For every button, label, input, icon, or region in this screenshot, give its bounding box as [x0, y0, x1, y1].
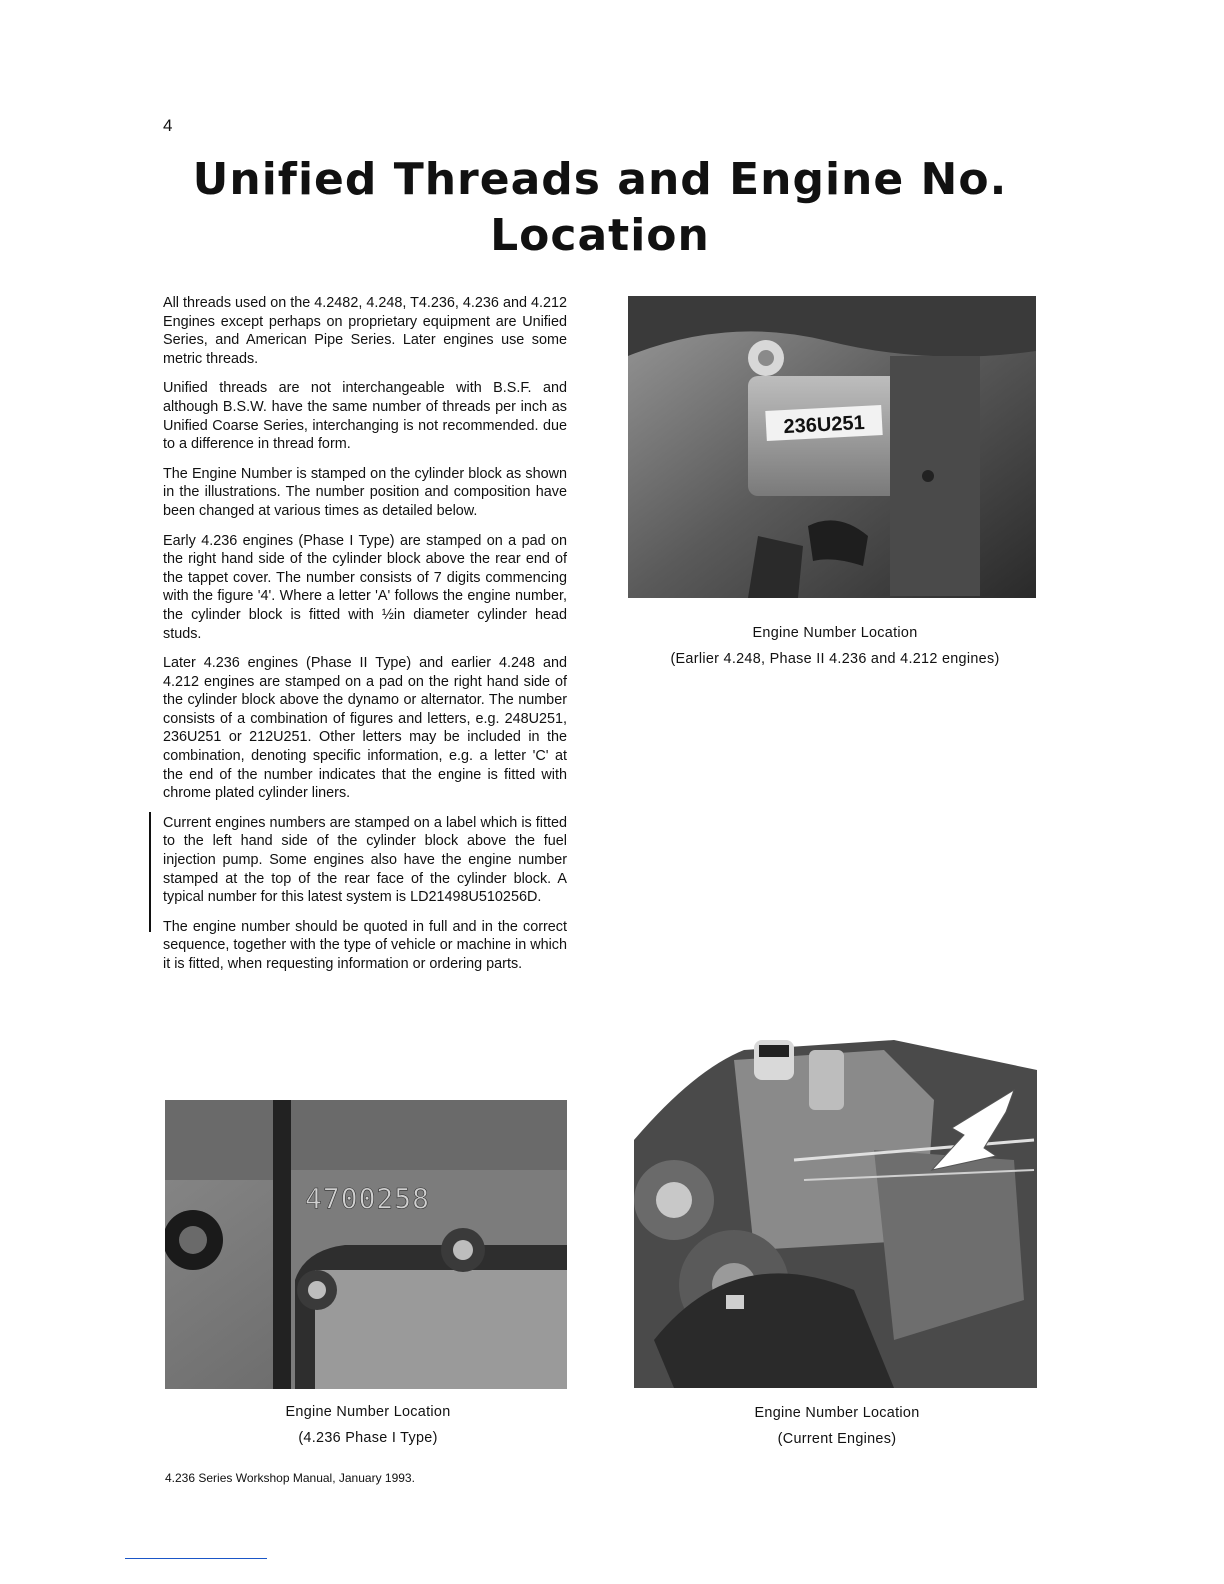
caption-current	[640, 1400, 1034, 1452]
photo-current-engine	[634, 1040, 1037, 1388]
phase2-stamp-text: 236U251	[782, 411, 866, 439]
caption-phase1-line1: Engine Number Location	[285, 1404, 451, 1420]
photo-phase2-engine-number	[628, 296, 1036, 598]
caption-phase2-line1: Engine Number Location	[752, 625, 918, 641]
paragraph-phase1: Early 4.236 engines (Phase I Type) are stamped on a pad on the right hand side of the cylinder block above the rear end of the tappet cover. The number consists of 7 digits commencing with the figure '4'. Where a letter 'A' follows the engine number, the cylinder block is fitted with ½in diameter cylinder head studs.	[163, 532, 567, 642]
paragraph-threads: All threads used on the 4.2482, 4.248, T4.236, 4.236 and 4.212 Engines except perhaps on proprietary equipment are Unified Series, and American Pipe Series. Later engines use some metric threads.	[163, 295, 567, 367]
title-line-2: Location	[490, 210, 710, 261]
caption-phase1	[168, 1399, 568, 1451]
paragraph-phase2: Later 4.236 engines (Phase II Type) and earlier 4.248 and 4.212 engines are stamped on a pad on the right hand side of the cylinder block above the dynamo or alternator. The number consists of a combination of figures and letters, e.g. 248U251, 236U251 or 212U251. Other letters may be included in the combination, denoting specific information, e.g. a letter 'C' at the end of the number indicates that the engine is fitted with chrome plated cylinder liners.	[163, 655, 567, 802]
title-line-1: Unified Threads and Engine No.	[192, 154, 1008, 205]
page-number: 4	[163, 116, 173, 135]
footer-rule	[125, 1558, 267, 1559]
revised-paragraph	[163, 814, 567, 907]
paragraph-current: Current engines numbers are stamped on a label which is fitted to the left hand side of the cylinder block above the fuel injection pump. Some engines also have the engine number stamped at the top of the rear face of the cylinder block. A typical number for this latest system is LD21498U510256D.	[163, 814, 567, 906]
phase1-stamp-text: 4700258	[305, 1182, 431, 1215]
page-title	[150, 152, 1050, 264]
body-text	[163, 294, 567, 985]
paragraph-quote-number: The engine number should be quoted in full and in the correct sequence, together with the type of vehicle or machine in which it is fitted, when requesting information or ordering parts.	[163, 918, 567, 972]
caption-phase2-line2: (Earlier 4.248, Phase II 4.236 and 4.212 engines)	[670, 651, 1000, 667]
revision-bar	[149, 812, 151, 932]
caption-phase1-line2: (4.236 Phase I Type)	[298, 1430, 438, 1446]
paragraph-engine-number: The Engine Number is stamped on the cylinder block as shown in the illustrations. The number position and composition have been changed at various times as detailed below.	[163, 465, 567, 519]
paragraph-interchange: Unified threads are not interchangeable with B.S.F. and although B.S.W. have the same number of threads per inch as Unified Coarse Series, interchanging is not recommended. due to a difference in thread form.	[163, 380, 567, 453]
caption-phase2	[640, 620, 1030, 672]
page-footer: 4.236 Series Workshop Manual, January 1993.	[165, 1471, 415, 1485]
photo-phase1-engine-number	[165, 1100, 567, 1389]
caption-current-line1: Engine Number Location	[754, 1405, 920, 1421]
caption-current-line2: (Current Engines)	[777, 1431, 897, 1447]
